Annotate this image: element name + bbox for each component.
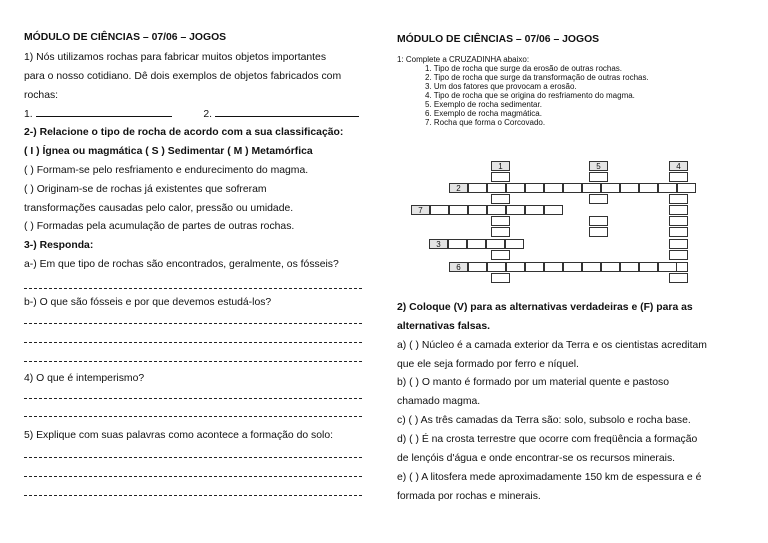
q2-item-1: ( ) Formam-se pelo resfriamento e endurecimento do magma. bbox=[24, 165, 309, 176]
crossword-cell[interactable] bbox=[486, 239, 505, 249]
crossword-cell[interactable] bbox=[491, 172, 510, 182]
crossword-number-5: 5 bbox=[589, 161, 608, 171]
crossword-cell[interactable] bbox=[487, 205, 506, 215]
q3b-question: b-) O que são fósseis e por que devemos estudá-los? bbox=[24, 297, 272, 308]
crossword-cell[interactable] bbox=[506, 183, 525, 193]
crossword-clue-2: 2. Tipo de rocha que surge da transformação de outras rochas. bbox=[425, 73, 649, 82]
crossword-cell[interactable] bbox=[468, 205, 487, 215]
q1-line1: 1) Nós utilizamos rochas para fabricar muitos objetos importantes bbox=[24, 52, 327, 63]
q3a-question: a-) Em que tipo de rochas são encontrados, geralmente, os fósseis? bbox=[24, 259, 339, 270]
crossword-clue-3: 3. Um dos fatores que provocam a erosão. bbox=[425, 82, 577, 91]
tf-line-b-cont: chamado magma. bbox=[397, 396, 481, 407]
tf-line-e: e) ( ) A litosfera mede aproximadamente 150 km de espessura e é bbox=[397, 472, 702, 483]
crossword-cell[interactable] bbox=[677, 183, 696, 193]
crossword-cell[interactable] bbox=[582, 262, 601, 272]
crossword-number-2: 2 bbox=[449, 183, 468, 193]
crossword-cell[interactable] bbox=[669, 250, 688, 260]
tf-line-a-cont: que ele seja formado por ferro e níquel. bbox=[397, 359, 579, 370]
crossword-cell[interactable] bbox=[525, 262, 544, 272]
answer-line[interactable] bbox=[24, 288, 362, 289]
crossword-clue-4: 4. Tipo de rocha que se origina do resfriamento do magma. bbox=[425, 91, 635, 100]
crossword-cell[interactable] bbox=[658, 262, 677, 272]
crossword-cell[interactable] bbox=[544, 183, 563, 193]
q1-blank2-line[interactable] bbox=[215, 107, 359, 117]
crossword-cell[interactable] bbox=[449, 205, 468, 215]
q2-right-title-line2: alternativas falsas. bbox=[397, 321, 490, 332]
answer-line[interactable] bbox=[24, 495, 362, 496]
crossword-cell[interactable] bbox=[506, 262, 525, 272]
answer-line[interactable] bbox=[24, 361, 362, 362]
crossword-cell[interactable] bbox=[589, 194, 608, 204]
q1-blank2-label: 2. bbox=[203, 109, 213, 120]
crossword-cell[interactable] bbox=[491, 227, 510, 237]
q1-blank1-label: 1. bbox=[24, 109, 33, 120]
q2-legend: ( I ) Ígnea ou magmática ( S ) Sedimentar ( M ) Metamórfica bbox=[24, 146, 313, 157]
crossword-cell[interactable] bbox=[669, 216, 688, 226]
q2-right-title-line1: 2) Coloque (V) para as alternativas verdadeiras e (F) para as bbox=[397, 302, 693, 313]
crossword-cell[interactable] bbox=[563, 183, 582, 193]
crossword-cell[interactable] bbox=[669, 194, 688, 204]
crossword-cell[interactable] bbox=[563, 262, 582, 272]
crossword-number-3: 3 bbox=[429, 239, 448, 249]
crossword-cell[interactable] bbox=[669, 227, 688, 237]
crossword-cell[interactable] bbox=[506, 205, 525, 215]
q1-line3: rochas: bbox=[24, 90, 59, 101]
crossword-cell[interactable] bbox=[589, 227, 608, 237]
crossword-cell[interactable] bbox=[669, 205, 688, 215]
q2-item-3: ( ) Formadas pela acumulação de partes de outras rochas. bbox=[24, 221, 295, 232]
crossword-cell[interactable] bbox=[430, 205, 449, 215]
crossword-cell[interactable] bbox=[658, 183, 677, 193]
crossword-cell[interactable] bbox=[487, 262, 506, 272]
tf-line-a: a) ( ) Núcleo é a camada exterior da Terra e os cientistas acreditam bbox=[397, 340, 707, 351]
crossword-cell[interactable] bbox=[491, 273, 510, 283]
crossword-clue-5: 5. Exemplo de rocha sedimentar. bbox=[425, 100, 542, 109]
crossword-cell[interactable] bbox=[505, 239, 524, 249]
answer-line[interactable] bbox=[24, 342, 362, 343]
tf-line-e-cont: formada por rochas e minerais. bbox=[397, 491, 541, 502]
crossword-number-7: 7 bbox=[411, 205, 430, 215]
crossword-cell[interactable] bbox=[491, 250, 510, 260]
answer-line[interactable] bbox=[24, 398, 362, 399]
crossword-cell[interactable] bbox=[589, 216, 608, 226]
crossword-cell[interactable] bbox=[448, 239, 467, 249]
crossword-number-6: 6 bbox=[449, 262, 468, 272]
crossword-cell[interactable] bbox=[669, 273, 688, 283]
tf-line-c: c) ( ) As três camadas da Terra são: solo, subsolo e rocha base. bbox=[397, 415, 691, 426]
crossword-number-1: 1 bbox=[491, 161, 510, 171]
crossword-cell[interactable] bbox=[491, 216, 510, 226]
crossword-cell[interactable] bbox=[639, 262, 658, 272]
q3-title: 3-) Responda: bbox=[24, 240, 94, 251]
crossword-cell[interactable] bbox=[468, 183, 487, 193]
right-title: MÓDULO DE CIÊNCIAS – 07/06 – JOGOS bbox=[397, 34, 600, 45]
crossword-cell[interactable] bbox=[468, 262, 487, 272]
crossword-cell[interactable] bbox=[525, 183, 544, 193]
crossword-cell[interactable] bbox=[582, 183, 601, 193]
q2-item-2-cont: transformações causadas pelo calor, pressão ou umidade. bbox=[24, 203, 294, 214]
crossword-cell[interactable] bbox=[601, 262, 620, 272]
crossword-cell[interactable] bbox=[669, 239, 688, 249]
tf-line-b: b) ( ) O manto é formado por um material quente e pastoso bbox=[397, 377, 670, 388]
crossword-cell[interactable] bbox=[491, 194, 510, 204]
answer-line[interactable] bbox=[24, 323, 362, 324]
q2-title: 2-) Relacione o tipo de rocha de acordo com a sua classificação: bbox=[24, 127, 344, 138]
q5-question: 5) Explique com suas palavras como acontece a formação do solo: bbox=[24, 430, 333, 441]
left-title: MÓDULO DE CIÊNCIAS – 07/06 – JOGOS bbox=[24, 32, 227, 43]
crossword-clue-6: 6. Exemplo de rocha magmática. bbox=[425, 109, 542, 118]
q2-item-2: ( ) Originam-se de rochas já existentes que sofreram bbox=[24, 184, 267, 195]
crossword-cell[interactable] bbox=[620, 262, 639, 272]
crossword-cell[interactable] bbox=[639, 183, 658, 193]
crossword-cell[interactable] bbox=[544, 205, 563, 215]
q1-blank1-line[interactable] bbox=[36, 107, 172, 117]
crossword-cell[interactable] bbox=[487, 183, 506, 193]
crossword-cell[interactable] bbox=[467, 239, 486, 249]
crossword-cell[interactable] bbox=[669, 172, 688, 182]
answer-line[interactable] bbox=[24, 457, 362, 458]
q4-question: 4) O que é intemperismo? bbox=[24, 373, 145, 384]
crossword-cell[interactable] bbox=[544, 262, 563, 272]
answer-line[interactable] bbox=[24, 416, 362, 417]
crossword-cell[interactable] bbox=[620, 183, 639, 193]
q1-line2: para o nosso cotidiano. Dê dois exemplos de objetos fabricados com bbox=[24, 71, 342, 82]
crossword-clue-7: 7. Rocha que forma o Corcovado. bbox=[425, 118, 546, 127]
crossword-cell[interactable] bbox=[589, 172, 608, 182]
crossword-intro: 1: Complete a CRUZADINHA abaixo: bbox=[397, 55, 530, 64]
q1-answer-blanks bbox=[24, 107, 359, 121]
answer-line[interactable] bbox=[24, 476, 362, 477]
crossword-clue-1: 1. Tipo de rocha que surge da erosão de outras rochas. bbox=[425, 64, 623, 73]
tf-line-d: d) ( ) É na crosta terrestre que ocorre com freqüência a formação bbox=[397, 434, 698, 445]
crossword-number-4: 4 bbox=[669, 161, 688, 171]
crossword-cell[interactable] bbox=[601, 183, 620, 193]
tf-line-d-cont: de lençóis d'água e onde encontrar-se os recursos minerais. bbox=[397, 453, 676, 464]
crossword-cell[interactable] bbox=[525, 205, 544, 215]
